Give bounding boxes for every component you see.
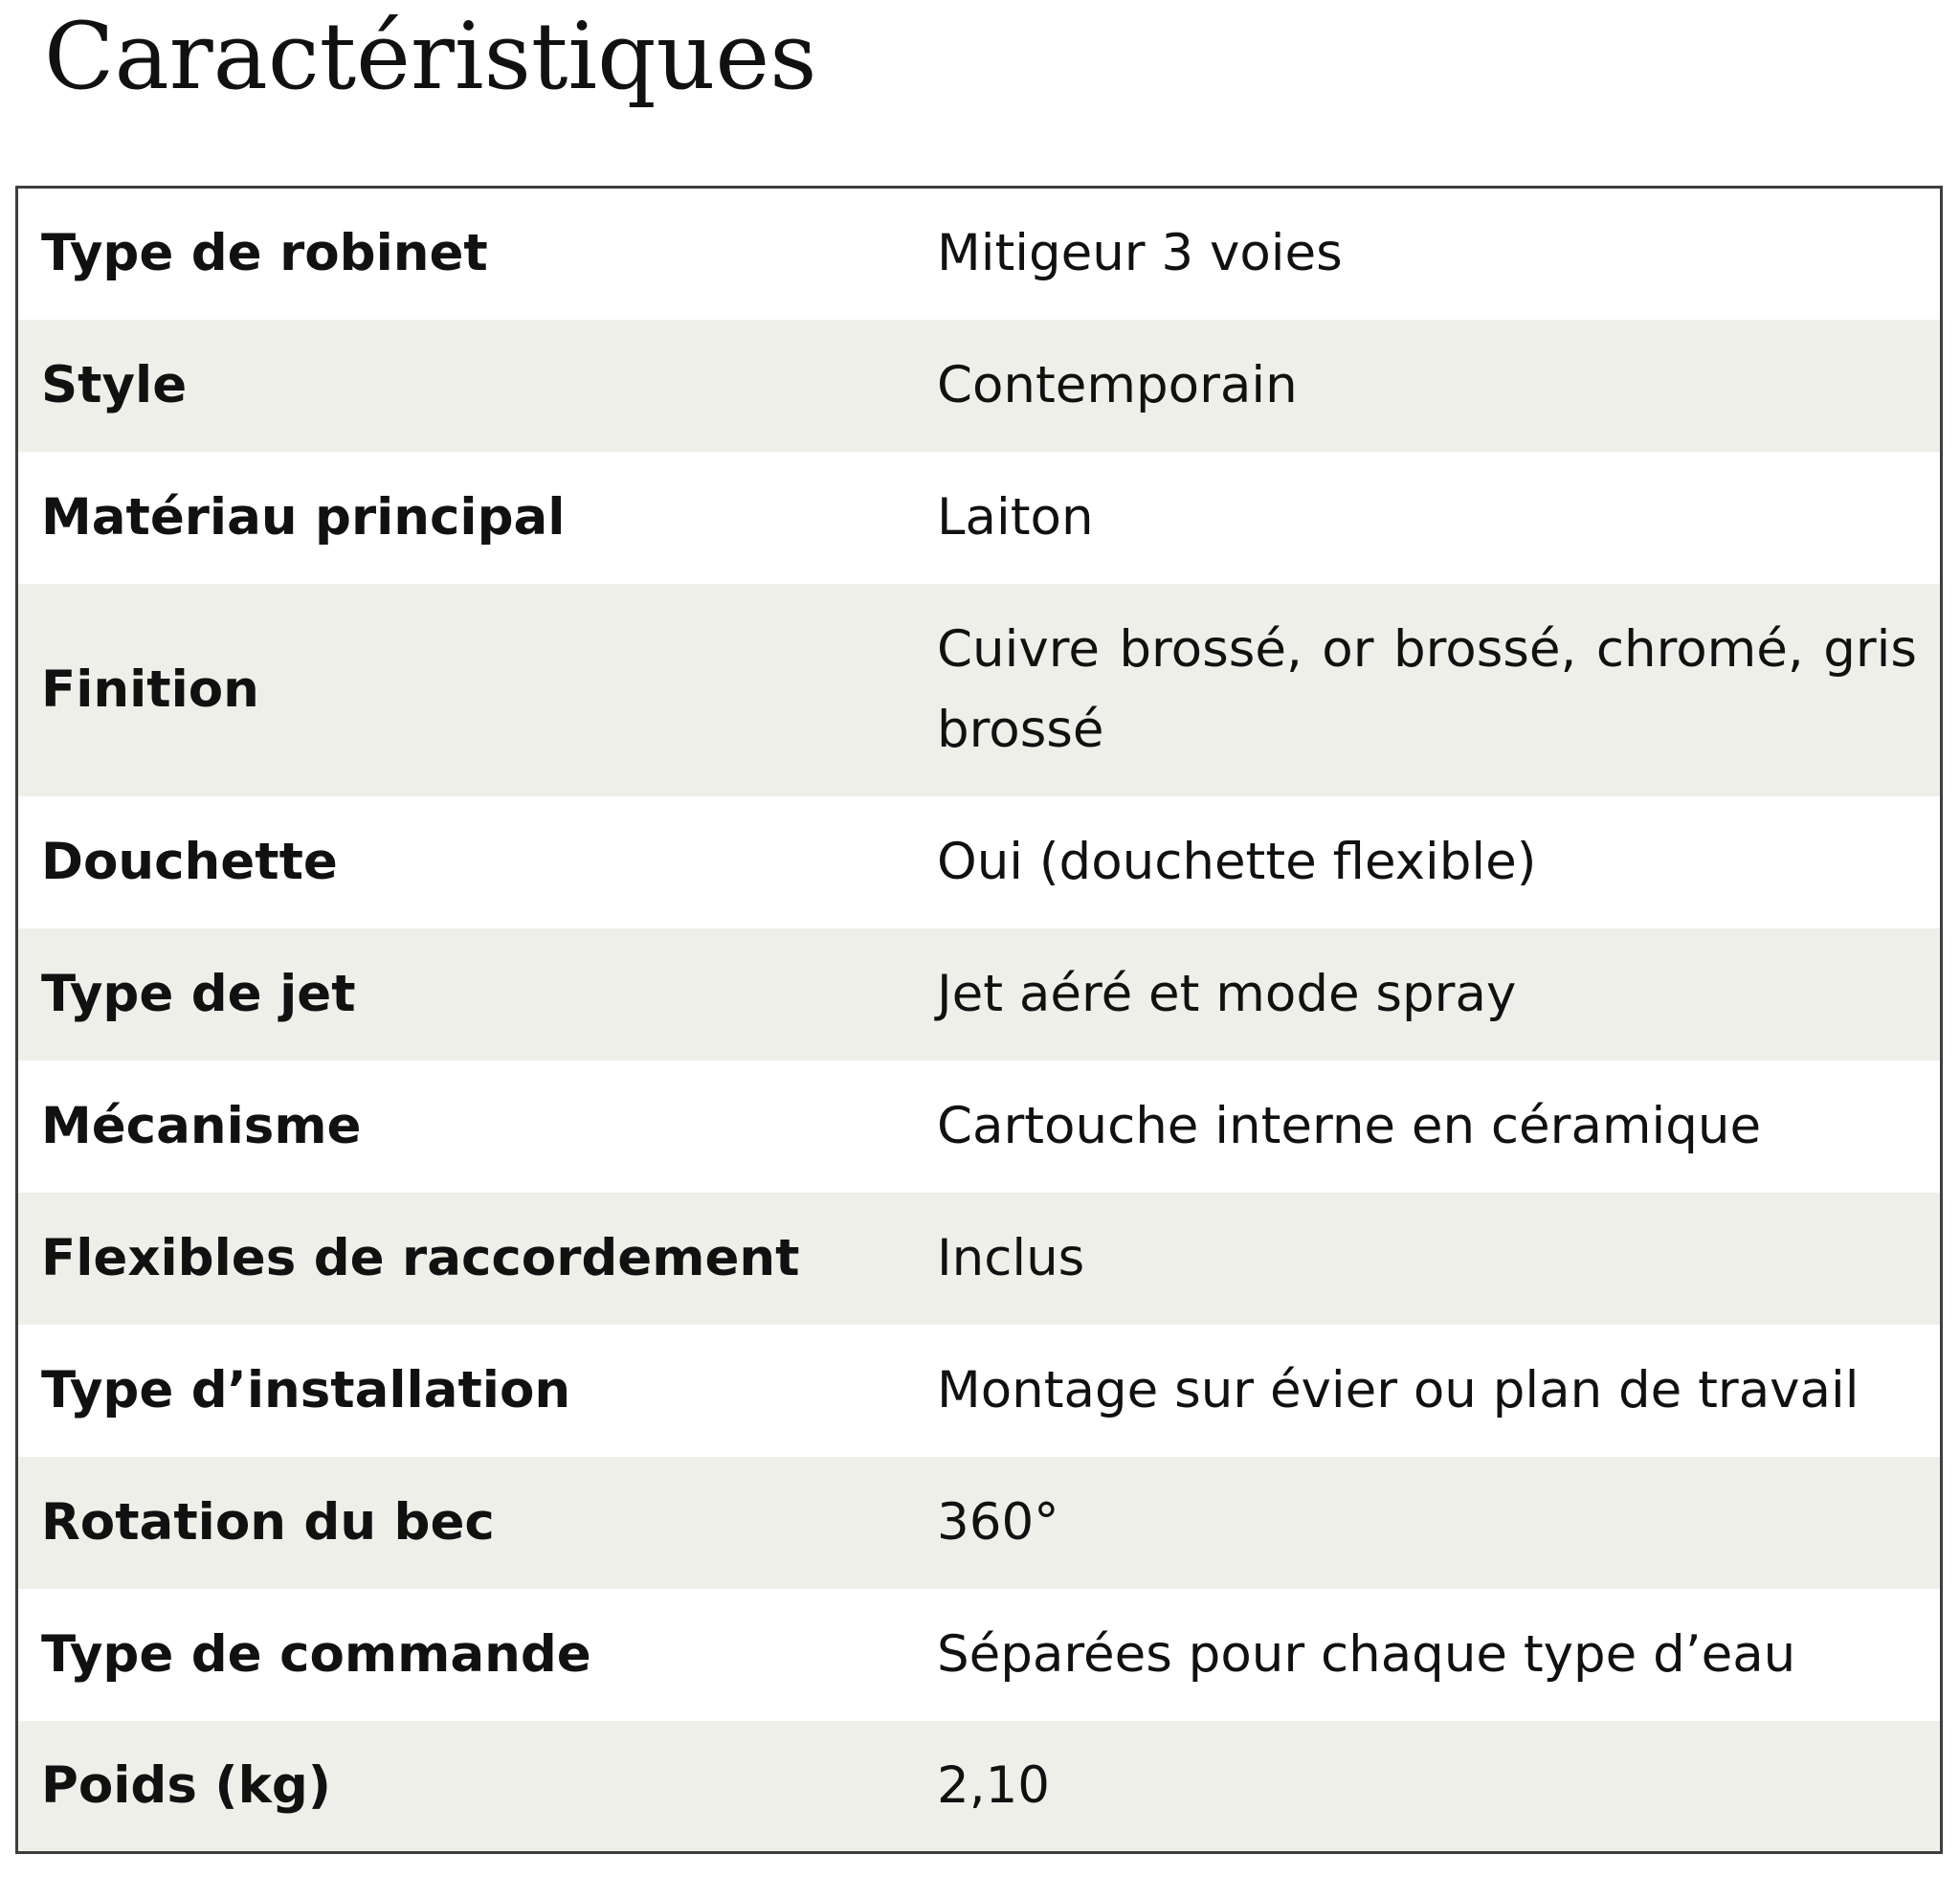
spec-label: Mécanisme bbox=[17, 1061, 938, 1193]
spec-value: Contemporain bbox=[937, 320, 1942, 452]
spec-value: Cartouche interne en céramique bbox=[937, 1061, 1942, 1193]
table-row bbox=[17, 1061, 1942, 1193]
spec-label: Douchette bbox=[17, 796, 938, 928]
spec-label: Type de commande bbox=[17, 1589, 938, 1721]
page-title: Caractéristiques bbox=[44, 3, 817, 110]
spec-label: Type d’installation bbox=[17, 1325, 938, 1457]
spec-value: Mitigeur 3 voies bbox=[937, 188, 1942, 320]
spec-label: Flexibles de raccordement bbox=[17, 1193, 938, 1325]
spec-value: Séparées pour chaque type d’eau bbox=[937, 1589, 1942, 1721]
table-row bbox=[17, 320, 1942, 452]
table-row bbox=[17, 796, 1942, 928]
spec-table bbox=[15, 186, 1943, 1854]
spec-label: Type de robinet bbox=[17, 188, 938, 320]
spec-value: Laiton bbox=[937, 452, 1942, 584]
spec-label: Type de jet bbox=[17, 928, 938, 1061]
table-row bbox=[17, 1457, 1942, 1589]
spec-label: Style bbox=[17, 320, 938, 452]
spec-value: 360° bbox=[937, 1457, 1942, 1589]
table-row bbox=[17, 1589, 1942, 1721]
spec-label: Poids (kg) bbox=[17, 1721, 938, 1853]
spec-label: Matériau principal bbox=[17, 452, 938, 584]
spec-value: Inclus bbox=[937, 1193, 1942, 1325]
table-row bbox=[17, 584, 1942, 796]
table-row bbox=[17, 1193, 1942, 1325]
spec-value: 2,10 bbox=[937, 1721, 1942, 1853]
table-row bbox=[17, 928, 1942, 1061]
table-row bbox=[17, 188, 1942, 320]
spec-value: Cuivre brossé, or brossé, chromé, gris brossé bbox=[937, 584, 1942, 796]
spec-label: Rotation du bec bbox=[17, 1457, 938, 1589]
table-row bbox=[17, 452, 1942, 584]
spec-value: Montage sur évier ou plan de travail bbox=[937, 1325, 1942, 1457]
spec-label: Finition bbox=[17, 584, 938, 796]
spec-value: Oui (douchette flexible) bbox=[937, 796, 1942, 928]
spec-value: Jet aéré et mode spray bbox=[937, 928, 1942, 1061]
table-row bbox=[17, 1721, 1942, 1853]
table-row bbox=[17, 1325, 1942, 1457]
